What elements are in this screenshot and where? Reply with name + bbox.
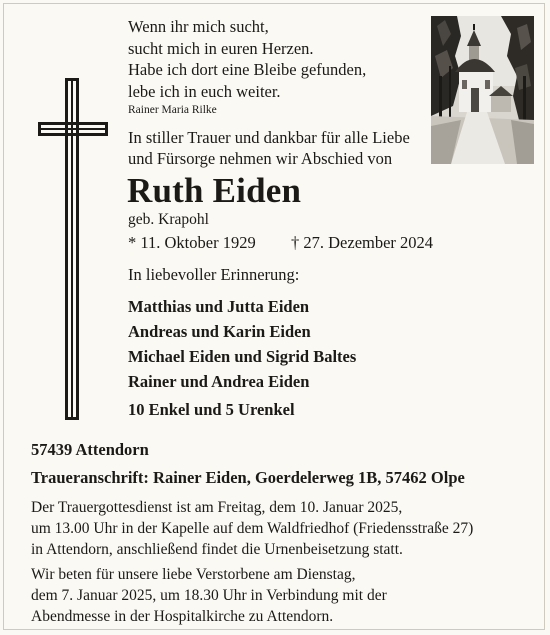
birth-name: geb. Krapohl (128, 211, 209, 228)
service-line: in Attendorn, anschließend findet die Urnenbeisetzung statt. (31, 541, 403, 558)
evening-line: dem 7. Januar 2025, um 18.30 Uhr in Verbindung mit der (31, 587, 387, 604)
intro-line: In stiller Trauer und dankbar für alle Liebe (128, 128, 410, 147)
poem-line: lebe ich in euch weiter. (128, 81, 281, 101)
birth-date: * 11. Oktober 1929 (128, 233, 256, 252)
evening-line: Abendmesse in der Hospitalkirche zu Attendorn. (31, 608, 334, 625)
intro-line: und Fürsorge nehmen wir Abschied von (128, 148, 393, 168)
poem-line: Wenn ihr mich sucht, (128, 17, 269, 36)
city-line: 57439 Attendorn (31, 440, 149, 459)
grandchildren-line: 10 Enkel und 5 Urenkel (128, 400, 295, 419)
chapel-photo (431, 16, 534, 164)
service-line: um 13.00 Uhr in der Kapelle auf dem Waldfriedhof (Friedensstraße 27) (31, 520, 474, 537)
service-line: Der Trauergottesdienst ist am Freitag, dem 10. Januar 2025, (31, 499, 403, 516)
family-member: Michael Eiden und Sigrid Baltes (128, 347, 357, 366)
poem-author: Rainer Maria Rilke (128, 104, 217, 116)
death-date: † 27. Dezember 2024 (291, 233, 434, 252)
farewell-intro (128, 128, 428, 169)
memory-line: In liebevoller Erinnerung: (128, 265, 300, 284)
family-member: Matthias und Jutta Eiden (128, 297, 310, 316)
deceased-name: Ruth Eiden (127, 171, 302, 210)
family-member: Rainer und Andrea Eiden (128, 372, 310, 391)
cross-icon (38, 78, 108, 420)
family-member: Andreas und Karin Eiden (128, 322, 311, 341)
mourning-address: Traueranschrift: Rainer Eiden, Goerdelerweg 1B, 57462 Olpe (31, 468, 465, 487)
poem-line: sucht mich in euren Herzen. (128, 38, 314, 58)
poem-line: Habe ich dort eine Bleibe gefunden, (128, 60, 367, 79)
evening-mass-info (31, 564, 531, 627)
evening-line: Wir beten für unsere liebe Verstorbene am Dienstag, (31, 566, 356, 583)
family-list (128, 294, 448, 394)
poem-block (128, 16, 418, 117)
funeral-service-info (31, 497, 531, 560)
